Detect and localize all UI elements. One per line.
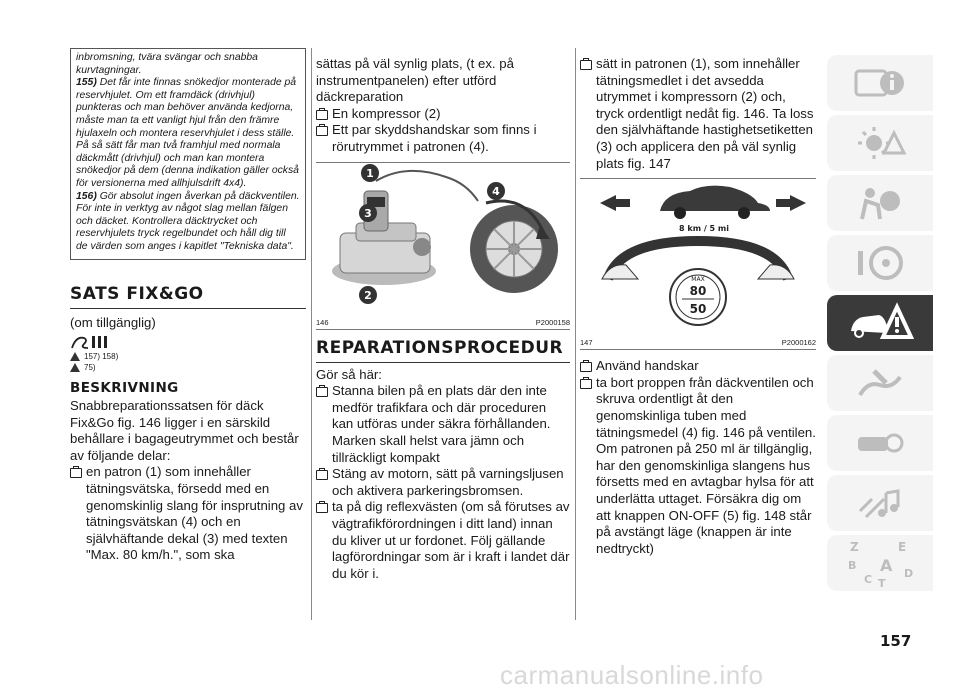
technical-data-icon (850, 423, 910, 463)
bullet-icon (580, 379, 592, 389)
figure-number: 146 (316, 317, 329, 327)
media-icon (850, 483, 910, 523)
page-number: 157 (880, 632, 912, 650)
list-item: en patron (1) som innehåller tätningsvätska, försedd med en genomskinlig slang för insprutning av tätningsvätskan (4) och en självhäftande dekal (3) med texten "Max. 80 km/h.", som ska (70, 464, 306, 564)
index-letter: B (848, 559, 857, 572)
bullet-icon (580, 60, 592, 70)
callout-3: 3 (364, 206, 372, 220)
note-156-text: Gör absolut ingen åverkan på däckventilen. För inte in verktyg av något slag mellan fälgen och däcket. Kontrollera däcktrycket och reservhjulets tryck regelbundet och håll dig till de värden som anges i kapitlet "Tekniska data". (76, 190, 300, 252)
warning-refs-2: 75) (70, 363, 306, 372)
bullet-icon (70, 468, 82, 478)
index-letter: Z (850, 540, 859, 554)
label-max: MAX (691, 276, 705, 284)
chapter-tab-multimedia[interactable] (827, 475, 933, 531)
intro-text: Gör så här: (316, 366, 382, 382)
maintenance-icon (850, 363, 910, 403)
bullet-icon (316, 470, 328, 480)
info-icon (850, 63, 910, 103)
bullet-icon (316, 387, 328, 397)
warning-refs-1: 157) 158) (70, 352, 306, 361)
chapter-tab-emergency[interactable] (827, 295, 933, 351)
figure-146 (316, 162, 570, 330)
speed-label-illustration (580, 179, 816, 331)
list-item: ta bort proppen från däckventilen och skruva ordentligt åt den genomskinliga tuben med tätningsmedel (4) fig. 146 på ventilen. Om patronen på 250 ml är tillgänglig, har den genomskinliga slangens hus försetts med en avtagbar hylsa för att underlätta uttaget. Försäkra dig om att knappen ON-OFF (5) fig. 148 står på avstängt läge (knappen är inte nedtryckt) (580, 375, 816, 558)
bullet-icon (316, 110, 328, 120)
index-letter: T (878, 577, 886, 589)
availability-note: (om tillgänglig) (70, 314, 156, 330)
bullet-icon (316, 126, 328, 136)
airbag-icon (850, 183, 910, 223)
column-1 (70, 48, 306, 564)
callout-2: 2 (364, 288, 372, 302)
column-2 (316, 48, 570, 582)
figure-147 (580, 178, 816, 350)
list-item: En kompressor (2) (316, 106, 570, 123)
description-text: Snabbreparationssatsen för däck Fix&Go fig. 146 ligger i en särskild behållare i bagageutrymmet och består av följande delar: (70, 398, 299, 463)
chapter-tab-maintenance[interactable] (827, 355, 933, 411)
index-letter: C (864, 573, 873, 586)
chapter-tab-warning-lights[interactable] (827, 115, 933, 171)
chapter-tabs (827, 55, 933, 595)
kit-symbol-icon (70, 334, 306, 350)
index-letter: E (898, 540, 907, 554)
callout-1: 1 (366, 166, 374, 180)
figure-code: P2000158 (535, 317, 570, 327)
subheading-description: BESKRIVNING (70, 380, 179, 397)
section-heading-fixgo: SATS FIX&GO (70, 284, 306, 309)
list-item: Ett par skyddshandskar som finns i rörutrymmet i patronen (4). (316, 122, 570, 155)
warning-triangle-icon (70, 352, 80, 361)
notes-box (70, 48, 306, 260)
fixgo-kit-illustration (316, 163, 570, 311)
index-letter: D (904, 567, 914, 580)
note-155-text: Det får inte finnas snökedjor monterade på reservhjulet. Om ett framdäck (drivhjul) punkteras och man behöver använda kedjorna, måste man ta ett vanligt hjul från den främre hjulaxeln och montera reservhjulet i dess ställe. På så sätt får man två framhjul med normala däckmått (drivhjul) och man kan montera snökedjor på dem (denna indikation gäller också för versionerna med allhjulsdrift 4x4). (76, 77, 299, 189)
index-letter: A (880, 556, 893, 575)
label-80: 80 (689, 284, 707, 299)
figure-caption (316, 316, 570, 329)
speed-text: 8 km / 5 mi (679, 224, 729, 234)
watermark: carmanualsonline.info (500, 660, 764, 690)
chapter-tab-info[interactable] (827, 55, 933, 111)
figure-code: P2000162 (781, 338, 816, 348)
list-item: ta på dig reflexvästen (om så förutses av vägtrafikförordningen i ditt land) innan du kliver ut ur fordonet. Följ gällande lagförordningar som är i kraft i landet där du kör i. (316, 499, 570, 582)
figure-number: 147 (580, 338, 593, 348)
chapter-tab-technical-data[interactable] (827, 415, 933, 471)
list-item: Stanna bilen på en plats där den inte medför trafikfara och där proceduren kan utföras under säkra förhållanden. Marken skall helst vara jämn och tillräckligt kompakt (316, 383, 570, 466)
column-divider (311, 48, 312, 620)
column-divider (575, 48, 576, 620)
list-item: Stäng av motorn, sätt på varningsljusen och aktivera parkeringsbromsen. (316, 466, 570, 499)
section-heading-repair: REPARATIONSPROCEDUR (316, 338, 570, 363)
callout-4: 4 (492, 184, 500, 198)
steering-wheel-icon (850, 243, 910, 283)
warning-triangle-icon (70, 363, 80, 372)
continued-text: sättas på väl synlig plats, (t ex. på instrumentpanelen) efter utförd däckreparation (316, 56, 514, 105)
warning-light-icon (850, 123, 910, 163)
bullet-icon (316, 503, 328, 513)
chapter-tab-safety[interactable] (827, 175, 933, 231)
index-icon (840, 537, 920, 589)
chapter-tab-index[interactable] (827, 535, 933, 591)
column-3 (580, 48, 816, 557)
list-item: Använd handskar (580, 358, 816, 375)
label-50: 50 (689, 302, 707, 317)
list-item: sätt in patronen (1), som innehåller tätningsmedlet i det avsedda utrymmet i kompressorn (2) och, tryck ordentligt nedåt fig. 146. Ta loss den självhäftande hastighetsetiketten (3) och applicera den på väl synlig plats fig. 147 (580, 56, 816, 172)
emergency-car-icon (845, 301, 915, 345)
box-intro: inbromsning, tvära svängar och snabba kurvtagningar. (76, 52, 258, 76)
figure-caption (580, 336, 816, 349)
note-155-number: 155) (76, 77, 97, 89)
note-156-number: 156) (76, 190, 97, 202)
chapter-tab-starting[interactable] (827, 235, 933, 291)
bullet-icon (580, 362, 592, 372)
